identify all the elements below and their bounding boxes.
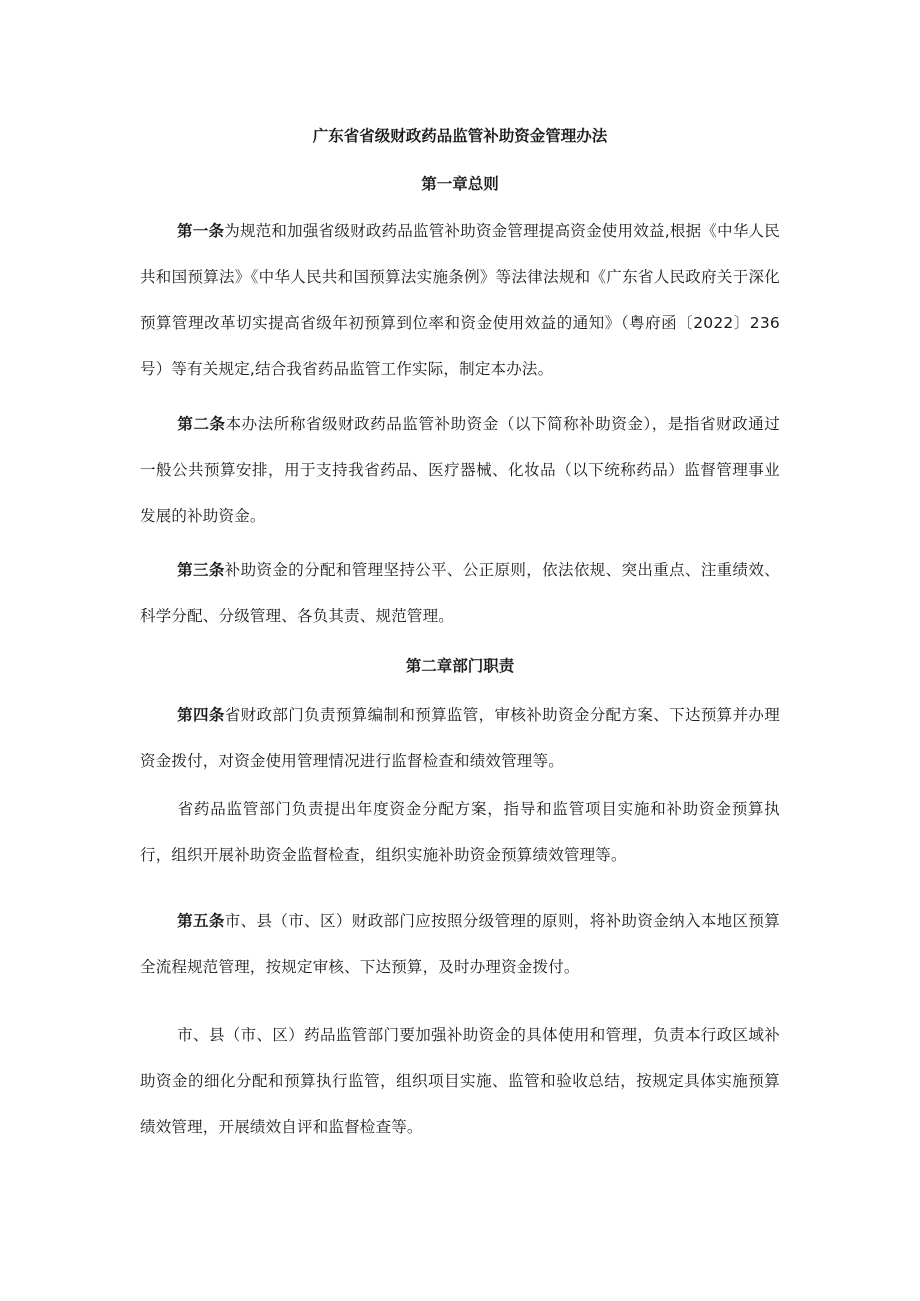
article-5 — [140, 898, 780, 990]
article-3-text: 补助资金的分配和管理坚持公平、公正原则，依法依规、突出重点、注重绩效、科学分配、分级管理、各负其责、规范管理。 — [140, 561, 780, 625]
article-2 — [140, 401, 780, 539]
article-4-paragraph-2-text: 省药品监管部门负责提出年度资金分配方案，指导和监管项目实施和补助资金预算执行，组织开展补助资金监督检查，组织实施补助资金预算绩效管理等。 — [140, 800, 780, 864]
document-title: 广东省省级财政药品监管补助资金管理办法 — [312, 127, 608, 145]
article-4 — [140, 692, 780, 784]
article-1-text: 为规范和加强省级财政药品监管补助资金管理提高资金使用效益,根据《中华人民共和国预算法》《中华人民共和国预算法实施条例》等法律法规和《广东省人民政府关于深化预算管理改革切实提高省级年初预算到位率和资金使用效益的通知》（粤府函〔2022〕236号）等有关规定,结合我省药品监管工作实际，制定本办法。 — [140, 222, 780, 378]
article-4-label: 第四条 — [177, 706, 225, 724]
article-5-label: 第五条 — [177, 912, 225, 930]
article-2-label: 第二条 — [177, 415, 226, 433]
article-3 — [140, 547, 780, 639]
article-1 — [140, 208, 780, 392]
article-5-text: 市、县（市、区）财政部门应按照分级管理的原则，将补助资金纳入本地区预算全流程规范管理，按规定审核、下达预算，及时办理资金拨付。 — [140, 912, 780, 976]
chapter-2-heading: 第二章部门职责 — [405, 657, 515, 675]
chapter-1-heading: 第一章总则 — [421, 175, 499, 193]
article-2-text: 本办法所称省级财政药品监管补助资金（以下简称补助资金），是指省财政通过一般公共预算安排，用于支持我省药品、医疗器械、化妆品（以下统称药品）监督管理事业发展的补助资金。 — [140, 415, 780, 525]
article-5-paragraph-2-text: 市、县（市、区）药品监管部门要加强补助资金的具体使用和管理，负责本行政区域补助资金的细化分配和预算执行监管，组织项目实施、监管和验收总结，按规定具体实施预算绩效管理，开展绩效自评和监督检查等。 — [140, 1026, 780, 1136]
article-5-paragraph-2 — [140, 1012, 780, 1150]
article-3-label: 第三条 — [177, 561, 225, 579]
article-4-paragraph-2 — [140, 786, 780, 878]
article-1-label: 第一条 — [177, 222, 225, 240]
article-4-text: 省财政部门负责预算编制和预算监管，审核补助资金分配方案、下达预算并办理资金拨付，对资金使用管理情况进行监督检查和绩效管理等。 — [140, 706, 780, 770]
